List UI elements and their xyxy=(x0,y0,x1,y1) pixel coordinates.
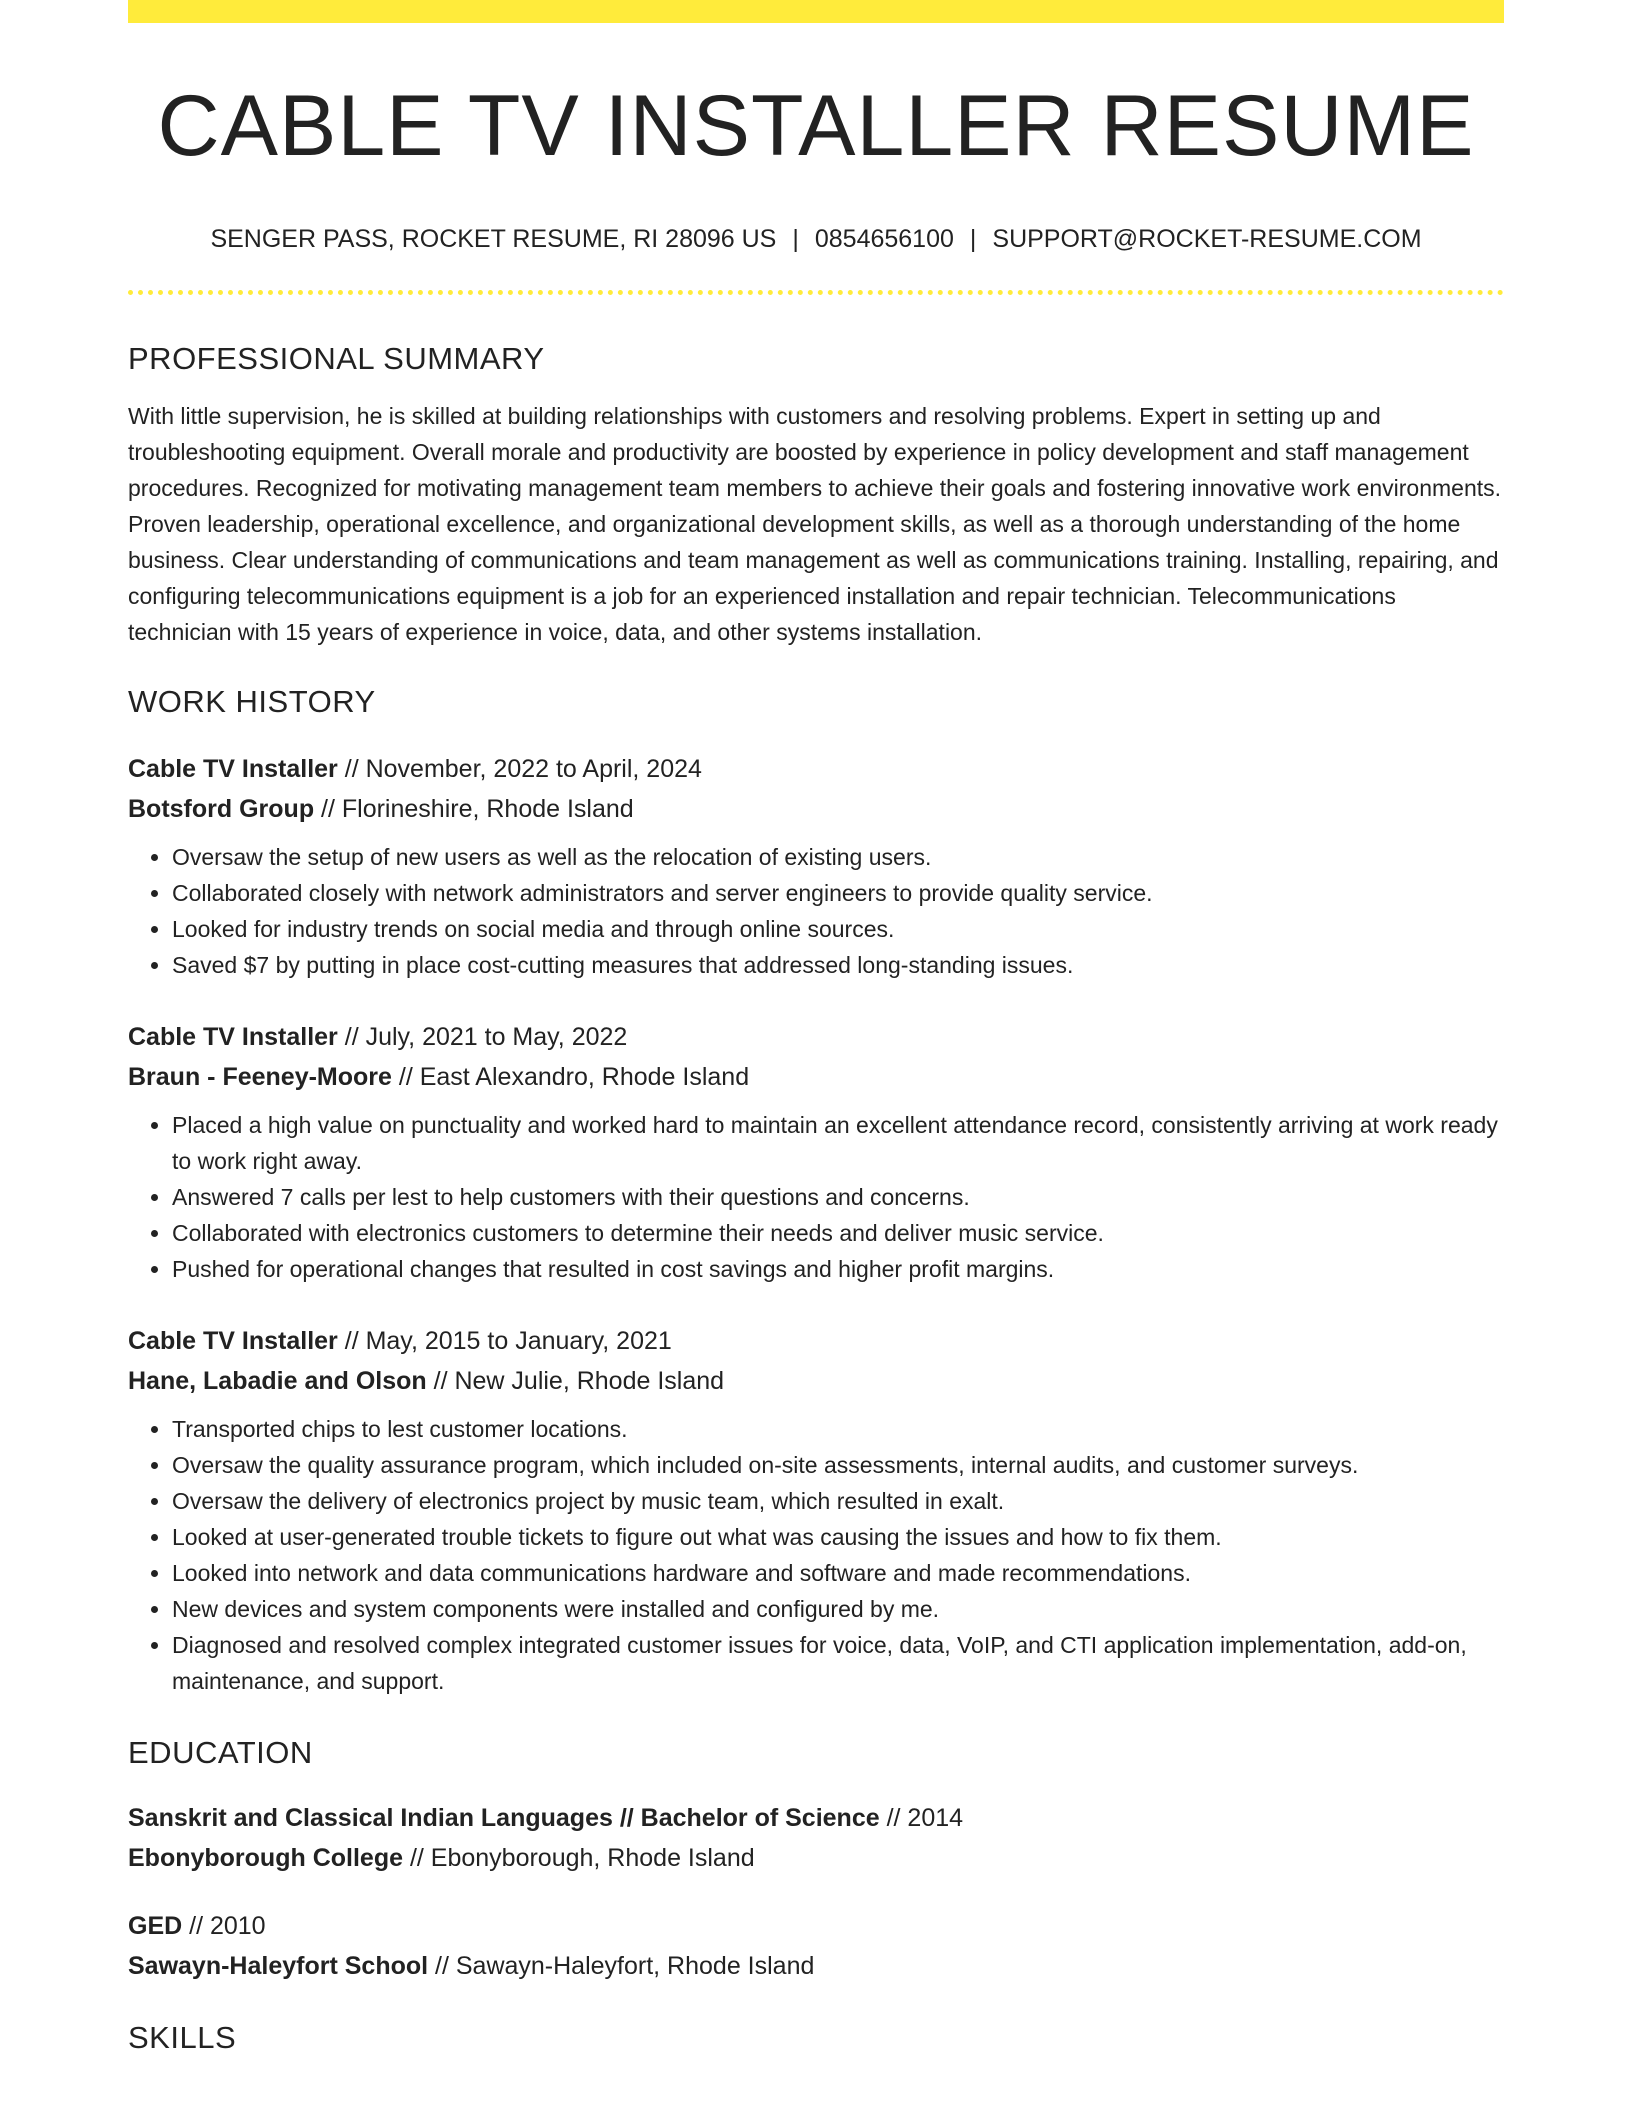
resume-title: CABLE TV INSTALLER RESUME xyxy=(157,78,1475,174)
job-bullet: • Transported chips to lest customer locations. xyxy=(172,1411,1504,1447)
education-location: // Sawayn-Haleyfort, Rhode Island xyxy=(428,1952,815,1980)
job-location: // East Alexandro, Rhode Island xyxy=(391,1063,750,1091)
job-dates: // November, 2022 to April, 2024 xyxy=(337,755,702,783)
job-bullet: • Placed a high value on punctuality and worked hard to maintain an excellent attendance record, consistently arriving at work ready to work right away. xyxy=(172,1107,1504,1179)
education-degree-line xyxy=(128,1798,1504,1838)
skills-heading: SKILLS xyxy=(128,2020,237,2055)
job-location: // Florineshire, Rhode Island xyxy=(314,795,634,823)
job-bullet: • Oversaw the quality assurance program, which included on-site assessments, internal audits, and customer surveys. xyxy=(172,1447,1504,1483)
job-bullets xyxy=(128,839,1504,983)
job-title-line xyxy=(128,749,1504,789)
job-company: Hane, Labadie and Olson xyxy=(128,1367,427,1395)
summary-text: With little supervision, he is skilled at building relationships with customers and resolving problems. Expert in setting up and troubleshooting equipment. Overall morale and productivity are boosted by experience in policy development and staff management procedures. Recognized for motivating management team members to achieve their goals and fostering innovative work environments. Proven leadership, operational excellence, and organizational development skills, as well as a thorough understanding of the home business. Clear understanding of communications and team management as well as communications training. Installing, repairing, and configuring telecommunications equipment is a job for an experienced installation and repair technician. Telecommunications technician with 15 years of experience in voice, data, and other systems installation. xyxy=(128,403,1502,645)
job-entry xyxy=(128,749,1504,983)
contact-address: SENGER PASS, ROCKET RESUME, RI 28096 US xyxy=(210,225,777,253)
job-bullet: • Diagnosed and resolved complex integrated customer issues for voice, data, VoIP, and CTI application implementation, add-on, maintenance, and support. xyxy=(172,1627,1504,1699)
job-bullet: • Collaborated with electronics customers to determine their needs and deliver music service. xyxy=(172,1215,1504,1251)
job-title-line xyxy=(128,1321,1504,1361)
education-school: Ebonyborough College xyxy=(128,1844,403,1872)
job-title: Cable TV Installer xyxy=(128,1023,338,1051)
job-company-line xyxy=(128,1057,1504,1097)
education-year: // 2014 xyxy=(879,1804,964,1832)
job-entry xyxy=(128,1321,1504,1699)
job-bullets xyxy=(128,1411,1504,1699)
summary-heading: PROFESSIONAL SUMMARY xyxy=(128,341,545,376)
job-title: Cable TV Installer xyxy=(128,1327,338,1355)
job-bullet: • Collaborated closely with network administrators and server engineers to provide quality service. xyxy=(172,875,1504,911)
dotted-divider xyxy=(128,290,1504,295)
job-title-line xyxy=(128,1017,1504,1057)
job-company-line xyxy=(128,789,1504,829)
job-bullet: • Saved $7 by putting in place cost-cutting measures that addressed long-standing issues. xyxy=(172,947,1504,983)
job-dates: // July, 2021 to May, 2022 xyxy=(337,1023,628,1051)
job-bullet: • Answered 7 calls per lest to help customers with their questions and concerns. xyxy=(172,1179,1504,1215)
job-bullet: • Oversaw the setup of new users as well as the relocation of existing users. xyxy=(172,839,1504,875)
contact-separator: | xyxy=(792,225,799,253)
job-title: Cable TV Installer xyxy=(128,755,338,783)
contact-phone: 0854656100 xyxy=(814,225,954,253)
job-bullet: • Looked into network and data communications hardware and software and made recommendations. xyxy=(172,1555,1504,1591)
contact-line xyxy=(128,227,1504,252)
resume-page xyxy=(128,0,1504,2053)
job-location: // New Julie, Rhode Island xyxy=(426,1367,725,1395)
education-year: // 2010 xyxy=(182,1912,266,1940)
job-dates: // May, 2015 to January, 2021 xyxy=(337,1327,672,1355)
education-degree: GED xyxy=(128,1912,183,1940)
education-school: Sawayn-Haleyfort School xyxy=(128,1952,429,1980)
contact-separator: | xyxy=(969,225,977,253)
job-bullet: • Looked for industry trends on social media and through online sources. xyxy=(172,911,1504,947)
education-school-line xyxy=(128,1838,1504,1878)
job-bullet: • Pushed for operational changes that resulted in cost savings and higher profit margins. xyxy=(172,1251,1504,1287)
contact-email: SUPPORT@ROCKET-RESUME.COM xyxy=(992,225,1422,253)
accent-top-bar xyxy=(128,0,1504,23)
education-degree: Sanskrit and Classical Indian Languages // Bachelor of Science xyxy=(128,1804,880,1832)
education-heading: EDUCATION xyxy=(128,1735,313,1770)
job-bullet: • New devices and system components were installed and configured by me. xyxy=(172,1591,1504,1627)
education-entry xyxy=(128,1906,1504,1986)
job-bullet: • Oversaw the delivery of electronics project by music team, which resulted in exalt. xyxy=(172,1483,1504,1519)
work-history-heading: WORK HISTORY xyxy=(128,684,376,719)
education-location: // Ebonyborough, Rhode Island xyxy=(403,1844,755,1872)
job-company-line xyxy=(128,1361,1504,1401)
job-bullets xyxy=(128,1107,1504,1287)
education-degree-line xyxy=(128,1906,1504,1946)
job-company: Braun - Feeney-Moore xyxy=(128,1063,392,1091)
job-entry xyxy=(128,1017,1504,1287)
education-entry xyxy=(128,1798,1504,1878)
job-company: Botsford Group xyxy=(128,795,315,823)
job-bullet: • Looked at user-generated trouble tickets to figure out what was causing the issues and how to fix them. xyxy=(172,1519,1504,1555)
education-school-line xyxy=(128,1946,1504,1986)
